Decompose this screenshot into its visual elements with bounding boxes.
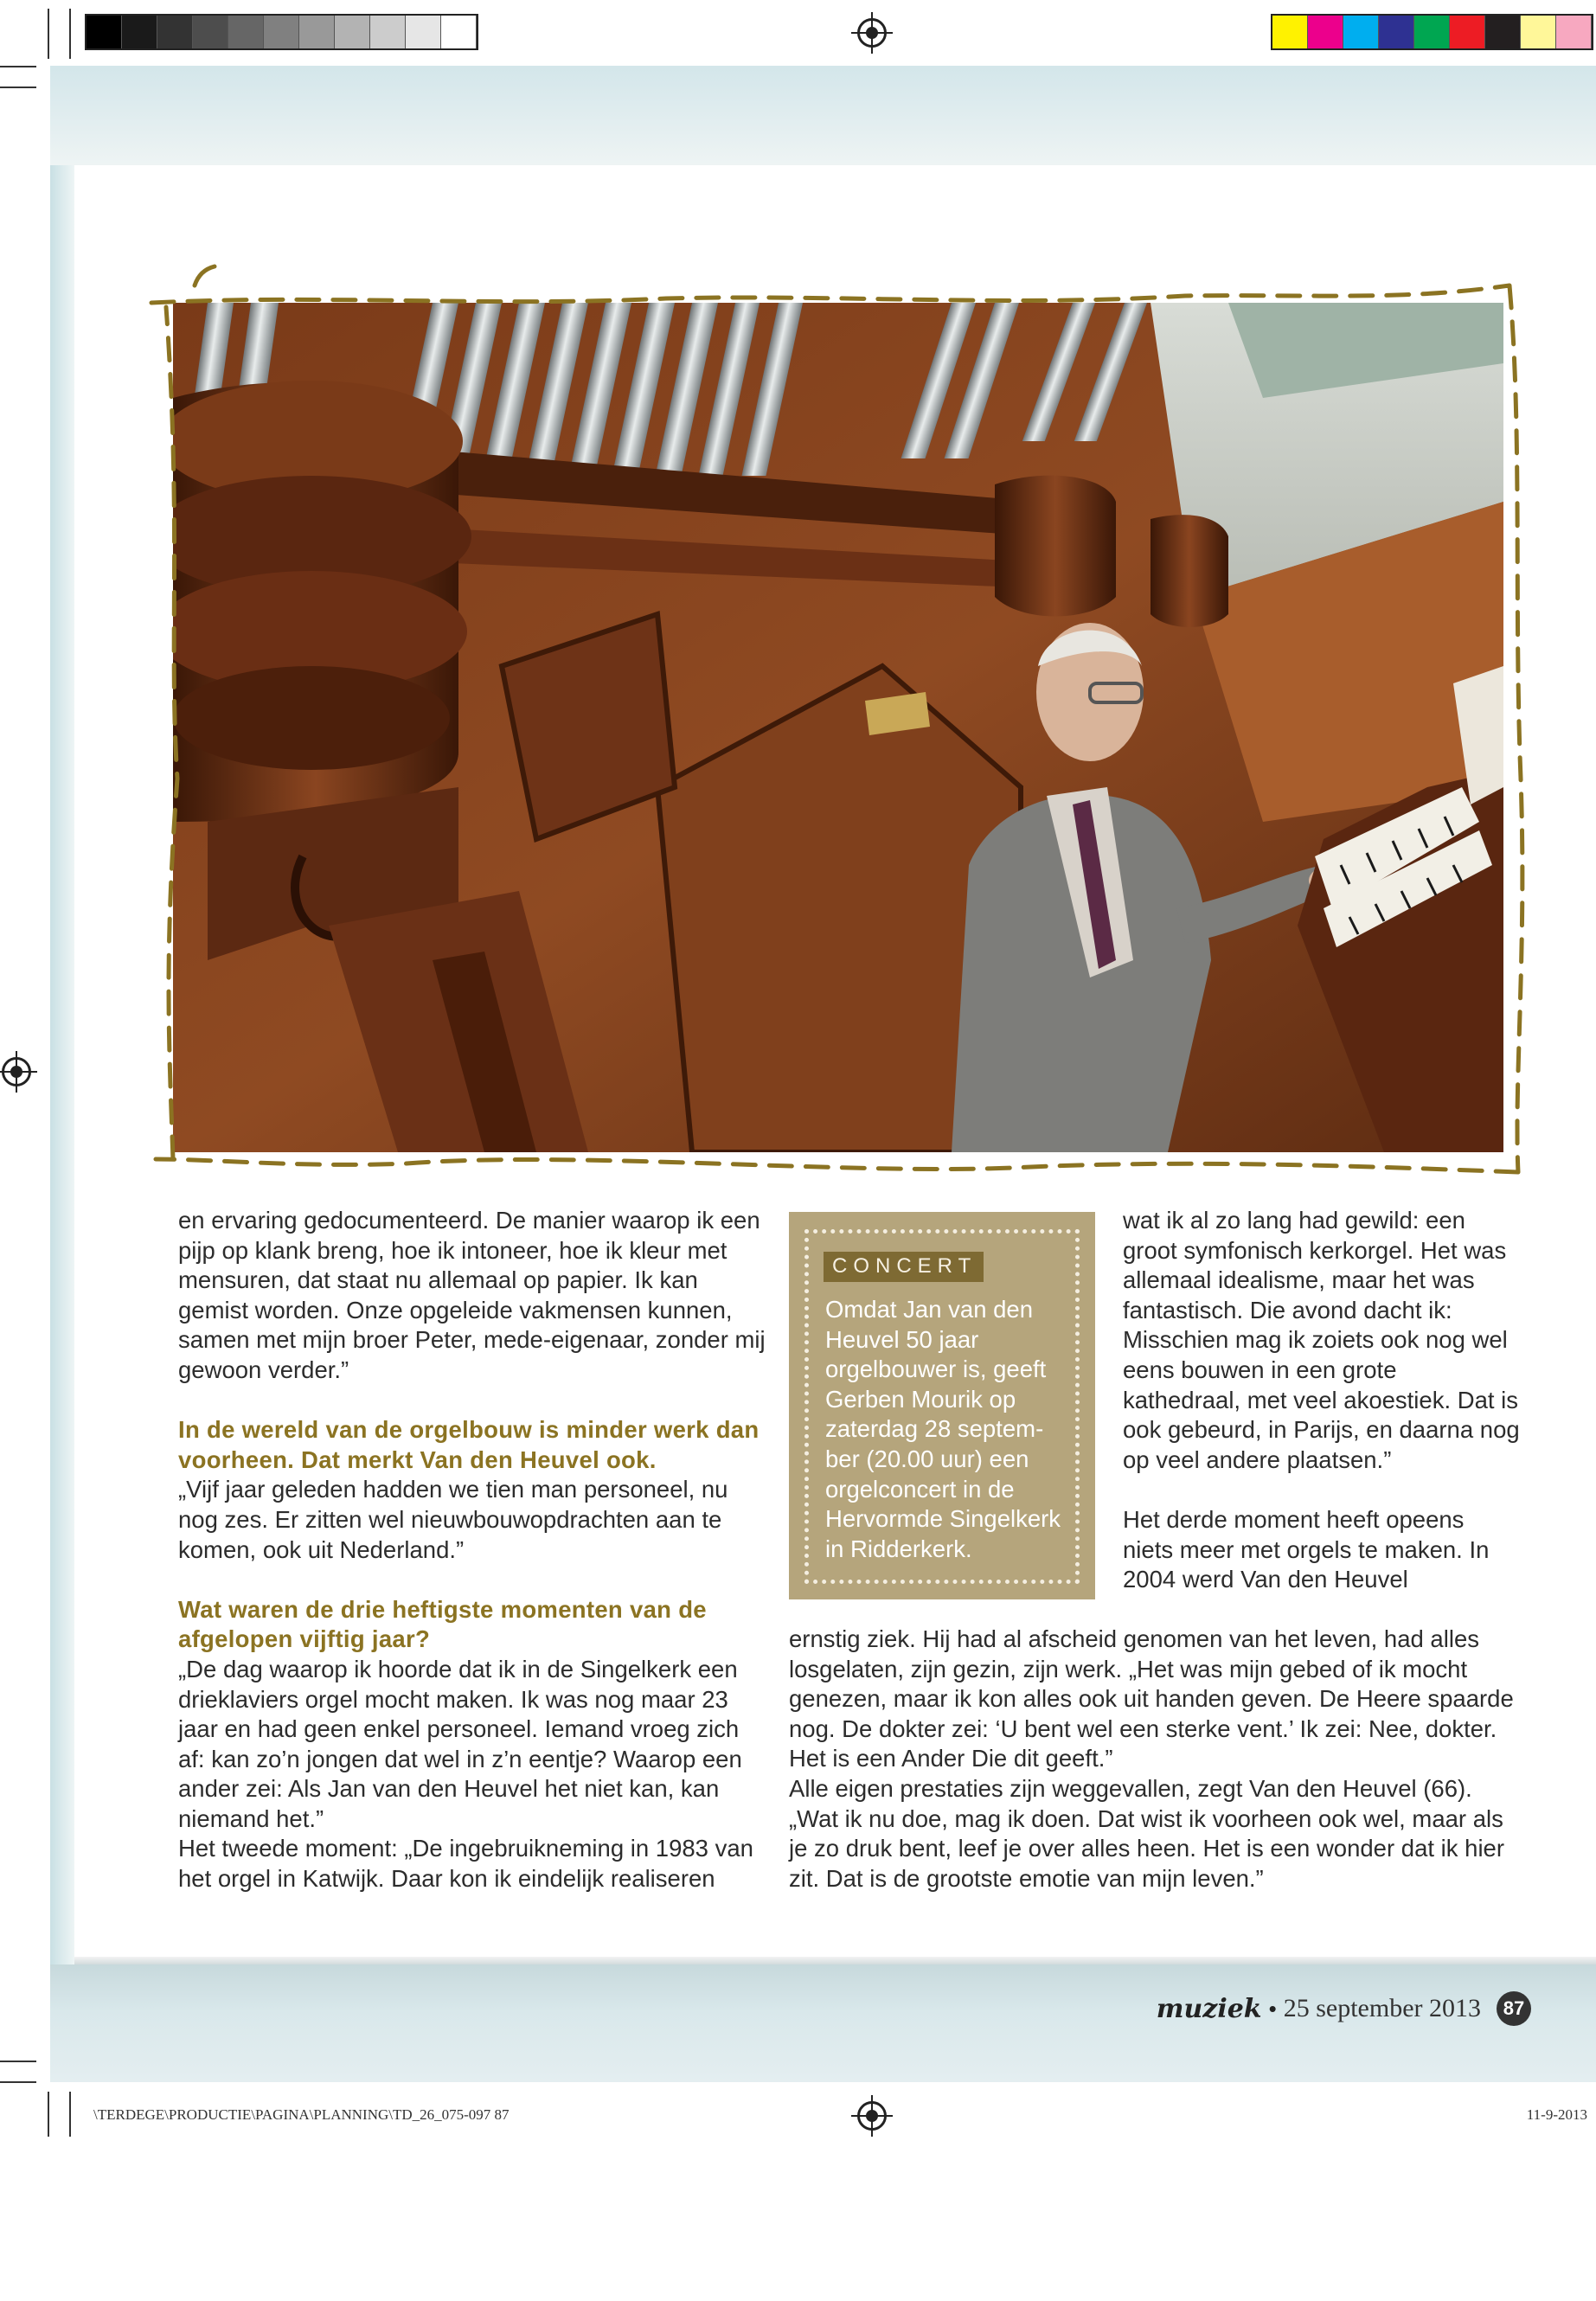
crop-mark [69,9,71,59]
print-slug: \TERDEGE\PRODUCTIE\PAGINA\PLANNING\TD_26_075-097 87 [93,2106,510,2123]
dashed-photo-border [147,260,1531,1202]
paragraph: „De dag waarop ik hoorde dat ik in de Singelkerk een drieklaviers orgel mocht maken. Ik was nog maar 23 jaar en had geen enkel personeel. Iemand vroeg zich af: kan zo’n jongen dat wel in z’n eentje? Waarop een ander zei: Als Jan van den Heuvel het niet kan, kan niemand het.” [178,1655,742,1832]
swatch [299,16,335,48]
question-heading: In de wereld van de orgelbouw is minder werk dan voorheen. Dat merkt Van den Heuvel ook. [178,1416,760,1473]
issue-date: 25 september 2013 [1283,1994,1481,2022]
registration-mark-icon [2,1057,31,1086]
sidebar-text: Omdat Jan van den Heuvel 50 jaar orgelbouwer is, geeft Gerben Mourik op zaterdag 28 septem-ber (20.00 uur) een orgelconcert in de Hervormde Singelkerk in Ridderkerk. [825,1296,1061,1562]
paragraph: en ervaring gedocumenteerd. De manier waarop ik een pijp op klank breng, hoe ik intoneer, hoe ik kleur met mensuren, dat staat nu allemaal op papier. Ik kan gemist worden. Onze opgeleide vakmensen kunnen, samen met mijn broer Peter, mede-eigenaar, zonder mij gewoon verder.” [178,1207,766,1383]
section-name: muziek [1156,1993,1262,2024]
swatch [1485,16,1521,48]
crop-mark [0,87,36,88]
question-heading: Wat waren de drie heftigste momenten van de afgelopen vijftig jaar? [178,1595,707,1653]
swatch [1272,16,1308,48]
swatch [1521,16,1556,48]
swatch [441,16,477,48]
swatch [264,16,299,48]
paragraph: Het tweede moment: „De ingebruikneming in 1983 van het orgel in Katwijk. Daar kon ik eindelijk realiseren [178,1835,753,1893]
page-gutter-band [50,165,74,1965]
swatch [122,16,157,48]
crop-mark [48,9,49,59]
sidebar-tag: CONCERT [824,1252,984,1282]
page-footer [1157,1991,1531,2026]
swatch [1556,16,1592,48]
article-column-1 [178,1206,766,1894]
swatch [157,16,193,48]
swatch [335,16,370,48]
article-column-3 [1123,1206,1521,1595]
swatch [87,16,122,48]
registration-mark-icon [857,18,887,48]
crop-mark [0,66,36,67]
crop-mark [0,2061,36,2062]
swatch [370,16,406,48]
crop-mark [0,2081,36,2083]
footer-separator: • [1268,1995,1277,2022]
concert-sidebar [789,1212,1095,1599]
swatch [1414,16,1450,48]
swatch [228,16,264,48]
paragraph: Het derde moment heeft opeens niets meer met orgels te maken. In 2004 werd Van den Heuvel [1123,1505,1490,1593]
paragraph: wat ik al zo lang had gewild: een groot symfonisch kerkorgel. Het was allemaal idealisme, maar het was fantastisch. Die avond dacht ik: Misschien mag ik zoiets ook nog wel eens bouwen in een grote kathedraal, met veel akoestiek. Dat is ook gebeurd, in Parijs, en daarna nog op veel andere plaatsen.” [1123,1207,1520,1473]
swatch [1308,16,1343,48]
crop-mark [69,2092,71,2137]
registration-mark-icon [857,2101,887,2131]
swatch [406,16,441,48]
swatch [1379,16,1414,48]
paragraph: „Vijf jaar geleden hadden we tien man personeel, nu nog zes. Er zitten wel nieuwbouwopdrachten aan te komen, ook uit Nederland.” [178,1476,728,1563]
page-header-band [50,66,1596,165]
swatch [1343,16,1379,48]
paragraph: Alle eigen prestaties zijn weggevallen, zegt Van den Heuvel (66). „Wat ik nu doe, mag ik doen. Dat wist ik voorheen ook wel, maar als je zo druk bent, leef je over alles heen. Het is een wonder dat ik hier zit. Dat is de grootste emotie van mijn leven.” [789,1774,1505,1892]
swatch [193,16,228,48]
print-date: 11-9-2013 [1526,2106,1587,2123]
article-bottom-block [789,1625,1524,1894]
crop-mark [48,2092,49,2137]
page-number: 87 [1497,1991,1531,2026]
paragraph: ernstig ziek. Hij had al afscheid genomen van het leven, had alles losgelaten, zijn gezin, zijn werk. „Het was mijn gebed of ik mocht genezen, maar ik kon alles ook uit handen geven. De Heere spaarde nog. De dokter zei: ‘U bent wel een sterke vent.’ Ik zei: Nee, dokter. Het is een Ander Die dit geeft.” [789,1625,1514,1772]
grayscale-colorbar [85,14,478,50]
cmyk-colorbar [1271,14,1593,50]
swatch [1450,16,1485,48]
